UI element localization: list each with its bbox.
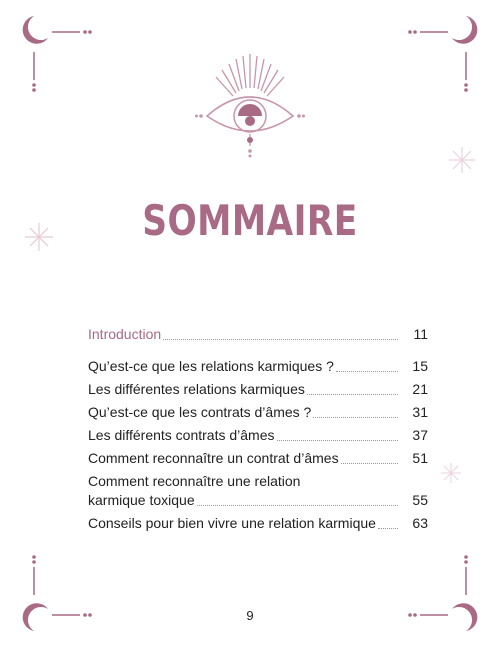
dot-leader [197,505,398,506]
page-title: SOMMAIRE [142,196,358,245]
toc-page-number: 31 [412,404,428,420]
toc-label: Conseils pour bien vivre une relation karmique [88,515,376,531]
page-number: 9 [246,608,254,623]
crescent-moon-icon [406,12,486,102]
toc-entry[interactable] [88,426,428,445]
toc-entry-multiline[interactable] [88,472,428,510]
toc-entry[interactable] [88,357,428,376]
toc-entry[interactable] [88,449,428,468]
toc-page-number: 63 [412,515,428,531]
dot-leader [336,371,398,372]
toc-entry[interactable] [88,514,428,533]
toc-entry[interactable] [88,403,428,422]
toc-label-line-2: karmique toxique [88,492,195,508]
corner-ornament-top-left [14,12,94,102]
toc-label: Comment reconnaître un contrat d’âmes [88,450,339,466]
toc-page-number: 55 [412,492,428,508]
sparkle-icon [447,145,477,175]
dot-leader [277,440,398,441]
toc-label: Les différentes relations karmiques [88,381,305,397]
toc-page-number: 51 [412,450,428,466]
toc-page-number: 21 [412,381,428,397]
toc-entry-introduction[interactable] [88,325,428,344]
toc-page-number: 11 [413,326,428,342]
toc-label: Les différents contrats d’âmes [88,427,275,443]
eye-with-rays-icon [195,50,305,158]
dot-leader [307,394,398,395]
dot-leader [163,339,398,340]
toc-entry[interactable] [88,380,428,399]
toc-page-number: 15 [412,358,428,374]
toc-label: Qu’est-ce que les relations karmiques ? [88,358,334,374]
toc-label: Introduction [88,326,162,342]
toc-label-line-1: Comment reconnaître une relation [88,473,301,489]
dot-leader [313,417,398,418]
toc-label: Qu’est-ce que les contrats d’âmes ? [88,404,312,420]
dot-leader [378,528,398,529]
sparkle-icon [440,462,462,484]
table-of-contents [88,325,428,533]
crescent-moon-icon [14,12,94,102]
corner-ornament-top-right [406,12,486,102]
dot-leader [341,463,398,464]
toc-page-number: 37 [412,427,428,443]
